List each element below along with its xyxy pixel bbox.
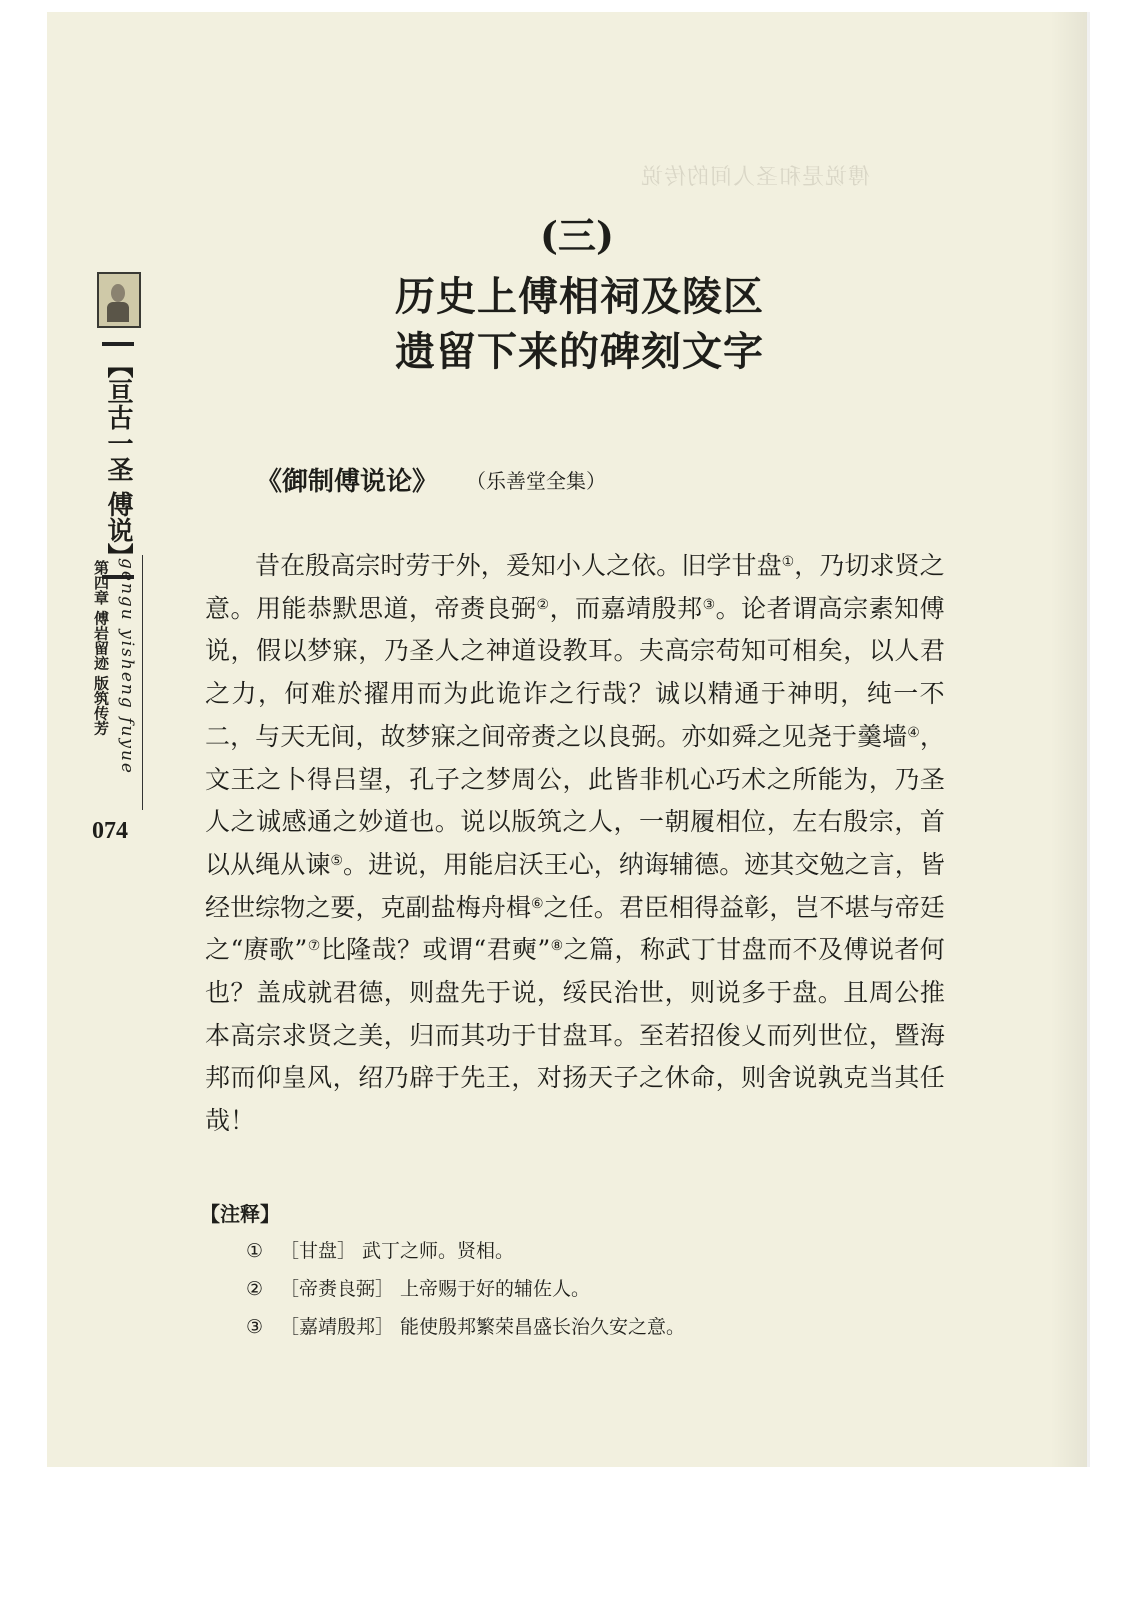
section-number: (三) bbox=[540, 213, 614, 258]
page-gutter-shadow bbox=[1050, 12, 1090, 1467]
note-item bbox=[246, 1312, 685, 1339]
sidebar-divider bbox=[142, 555, 143, 810]
note-term: ［帝赉良弼］ bbox=[280, 1278, 395, 1300]
footnote-marker: ⑥ bbox=[531, 895, 544, 912]
footnote-marker: ⑤ bbox=[330, 852, 344, 869]
note-definition: 上帝赐于好的辅佐人。 bbox=[400, 1278, 591, 1300]
bleed-through-text: 傅说是和圣人间的传说 bbox=[640, 165, 871, 190]
footnote-marker: ② bbox=[536, 596, 550, 613]
chapter-label: 第四章 傅岩留迹 版筑传芳 bbox=[92, 560, 110, 736]
portrait-icon bbox=[97, 272, 141, 328]
work-title: 《御制傅说论》 bbox=[256, 467, 439, 497]
page-title-line-1: 历史上傅相祠及陵区 bbox=[395, 273, 764, 320]
footnote-marker: ③ bbox=[702, 596, 716, 613]
note-number: ③ bbox=[246, 1316, 264, 1338]
footnote-marker: ① bbox=[781, 554, 795, 570]
footnote-marker: ④ bbox=[907, 724, 920, 741]
footnote-marker: ⑦ bbox=[307, 938, 321, 955]
body-text bbox=[205, 545, 945, 1143]
notes-heading: 【注释】 bbox=[200, 1202, 280, 1226]
footnote-marker: ⑧ bbox=[550, 938, 564, 955]
note-number: ① bbox=[246, 1240, 264, 1262]
page-title-line-2: 遗留下来的碑刻文字 bbox=[395, 328, 764, 375]
note-item bbox=[246, 1274, 590, 1301]
note-number: ② bbox=[246, 1278, 264, 1300]
note-item bbox=[246, 1236, 514, 1263]
series-pinyin: gengu yisheng fuyue bbox=[117, 558, 137, 775]
note-definition: 能使殷邦繁荣昌盛长治久安之意。 bbox=[400, 1316, 686, 1338]
note-definition: 武丁之师。贤相。 bbox=[362, 1240, 515, 1262]
note-term: ［嘉靖殷邦］ bbox=[280, 1316, 395, 1338]
page-number: 074 bbox=[92, 818, 128, 844]
series-title: 【亘古一圣 傅说】 bbox=[102, 342, 134, 579]
work-source: （乐善堂全集） bbox=[466, 469, 606, 493]
body-paragraph: 昔在殷高宗时劳于外，爰知小人之依。旧学甘盘①，乃切求贤之意。用能恭默思道，帝赉良弼②，而嘉靖殷邦③。论者谓高宗素知傅说，假以梦寐，乃圣人之神道设教耳。夫高宗苟知可相矣，以人君之力，何难於擢用而为此诡诈之行哉？诚以精通于神明，纯一不二，与天无间，故梦寐之间帝赉之以良弼。亦如舜之见尧于羹墙④，文王之卜得吕望，孔子之梦周公，此皆非机心巧术之所能为，乃圣人之诚感通之妙道也。说以版筑之人，一朝履相位，左右殷宗，首以从绳从谏⑤。进说，用能启沃王心，纳诲辅德。迹其交勉之言，皆经世综物之要，克副盐梅舟楫⑥之任。君臣相得益彰，岂不堪与帝廷之“赓歌”⑦比隆哉？或谓“君奭”⑧之篇，称武丁甘盘而不及傅说者何也？盖成就君德，则盘先于说，绥民治世，则说多于盘。且周公推本高宗求贤之美，归而其功于甘盘耳。至若招俊乂而列世位，暨海邦而仰皇风，绍乃辟于先王，对扬天子之休命，则舍说孰克当其任哉！ bbox=[205, 551, 945, 1136]
note-term: ［甘盘］ bbox=[280, 1240, 357, 1262]
